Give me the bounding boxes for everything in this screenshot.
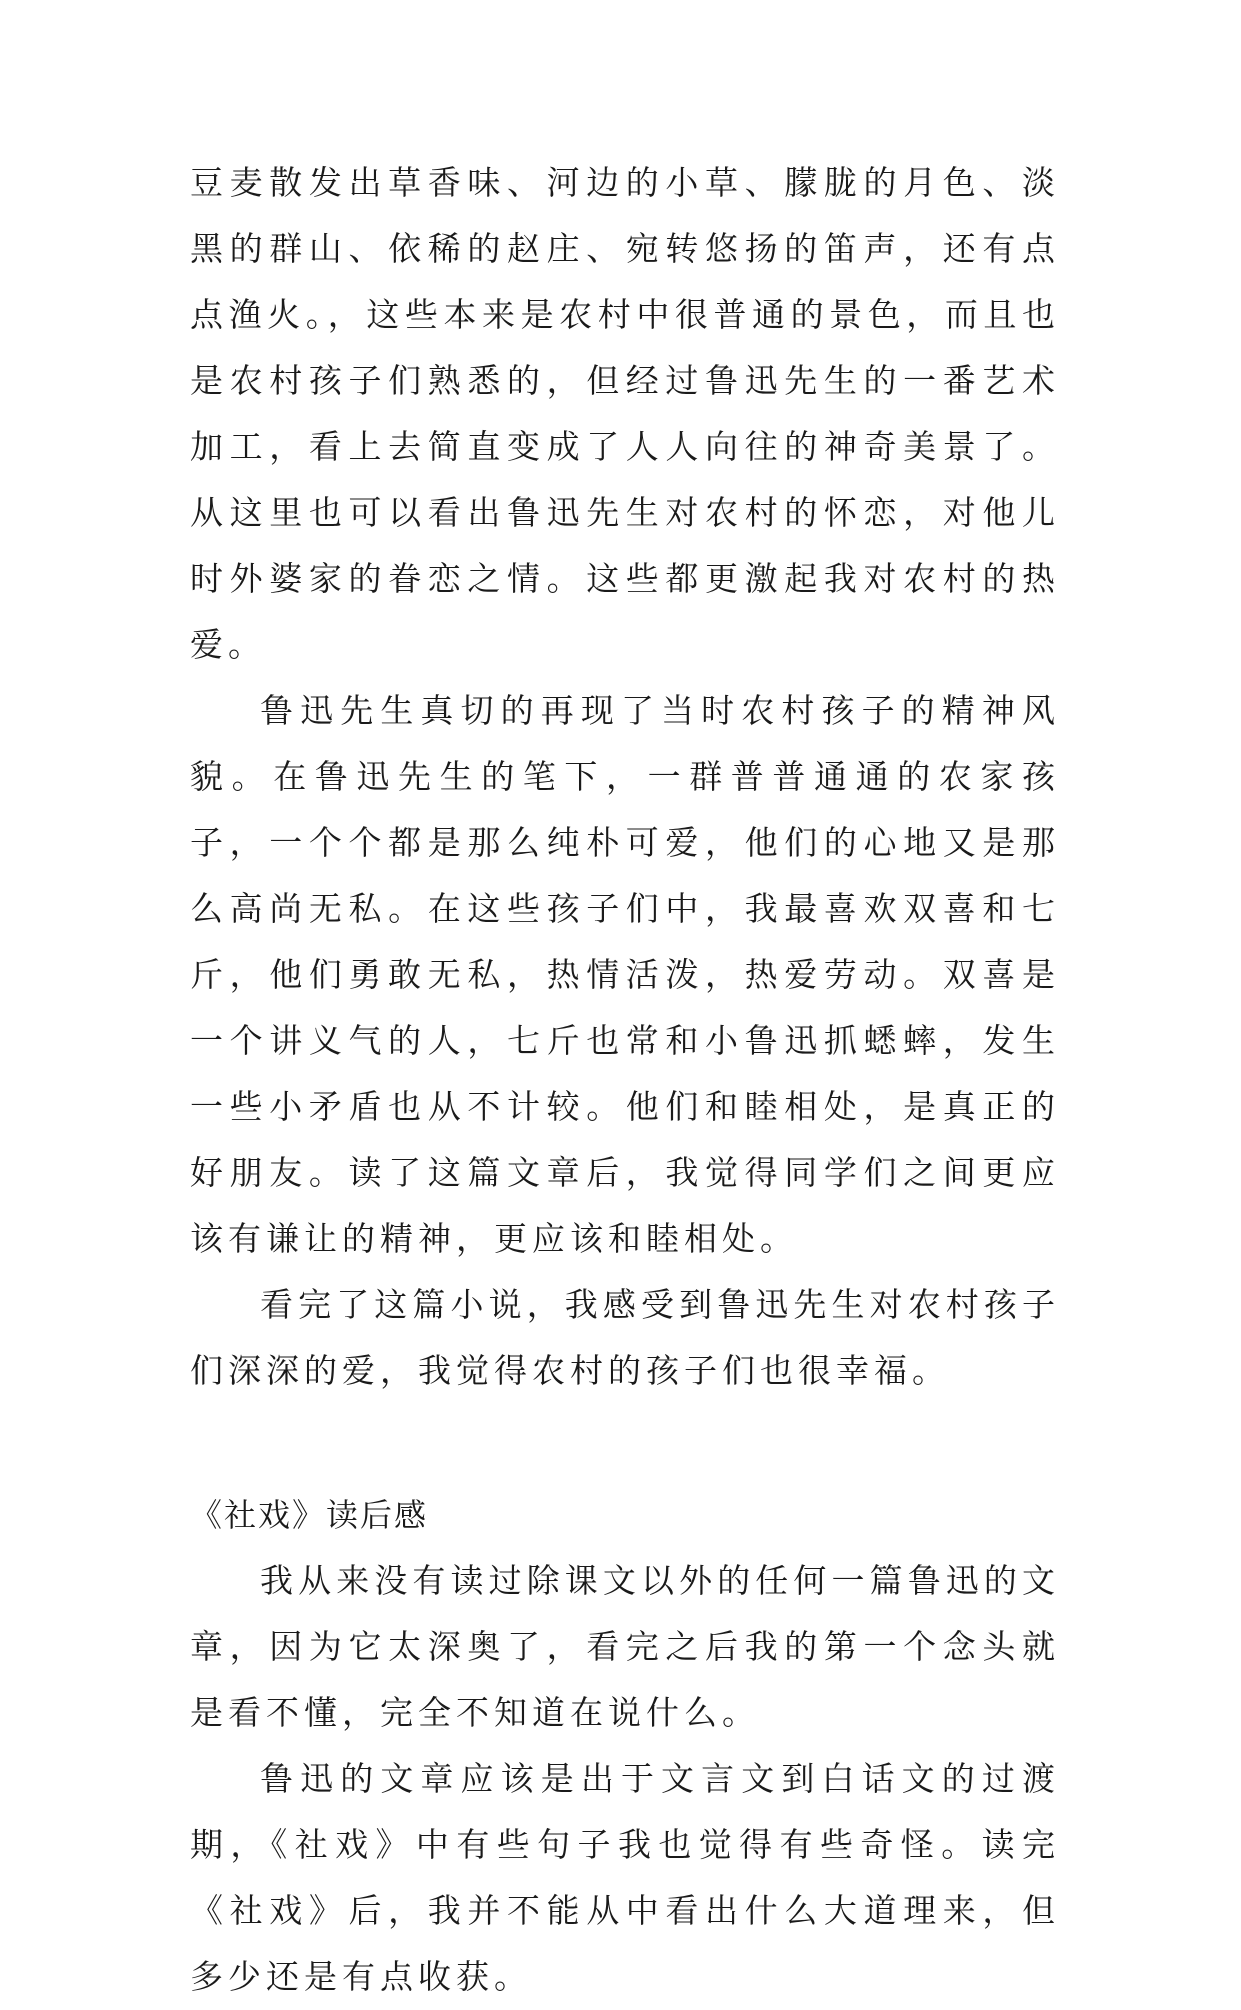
- paragraph-1: 豆麦散发出草香味、河边的小草、朦胧的月色、淡黑的群山、依稀的赵庄、宛转悠扬的笛声，还有点点渔火。，这些本来是农村中很普通的景色，而且也是农村孩子们熟悉的，但经过鲁迅先生的一番艺术加工，看上去简直变成了人人向往的神奇美景了。从这里也可以看出鲁迅先生对农村的怀恋，对他儿时外婆家的眷恋之情。这些都更激起我对农村的热爱。: [190, 163, 1060, 664]
- paragraph-4: 我从来没有读过除课文以外的任何一篇鲁迅的文章，因为它太深奥了，看完之后我的第一个念头就是看不懂，完全不知道在说什么。: [190, 1561, 1060, 1732]
- document-body: [190, 150, 1060, 2010]
- paragraph-5: 鲁迅的文章应该是出于文言文到白话文的过渡期，《社戏》中有些句子我也觉得有些奇怪。读完《社戏》后，我并不能从中看出什么大道理来，但多少还是有点收获。: [190, 1759, 1060, 1996]
- paragraph-3: 看完了这篇小说，我感受到鲁迅先生对农村孩子们深深的爱，我觉得农村的孩子们也很幸福。: [190, 1285, 1060, 1390]
- paragraph-2: 鲁迅先生真切的再现了当时农村孩子的精神风貌。在鲁迅先生的笔下，一群普普通通的农家孩子，一个个都是那么纯朴可爱，他们的心地又是那么高尚无私。在这些孩子们中，我最喜欢双喜和七斤，他们勇敢无私，热情活泼，热爱劳动。双喜是一个讲义气的人，七斤也常和小鲁迅抓蟋蟀，发生一些小矛盾也从不计较。他们和睦相处，是真正的好朋友。读了这篇文章后，我觉得同学们之间更应该有谦让的精神，更应该和睦相处。: [190, 691, 1060, 1258]
- section-title: 《社戏》读后感: [190, 1496, 429, 1534]
